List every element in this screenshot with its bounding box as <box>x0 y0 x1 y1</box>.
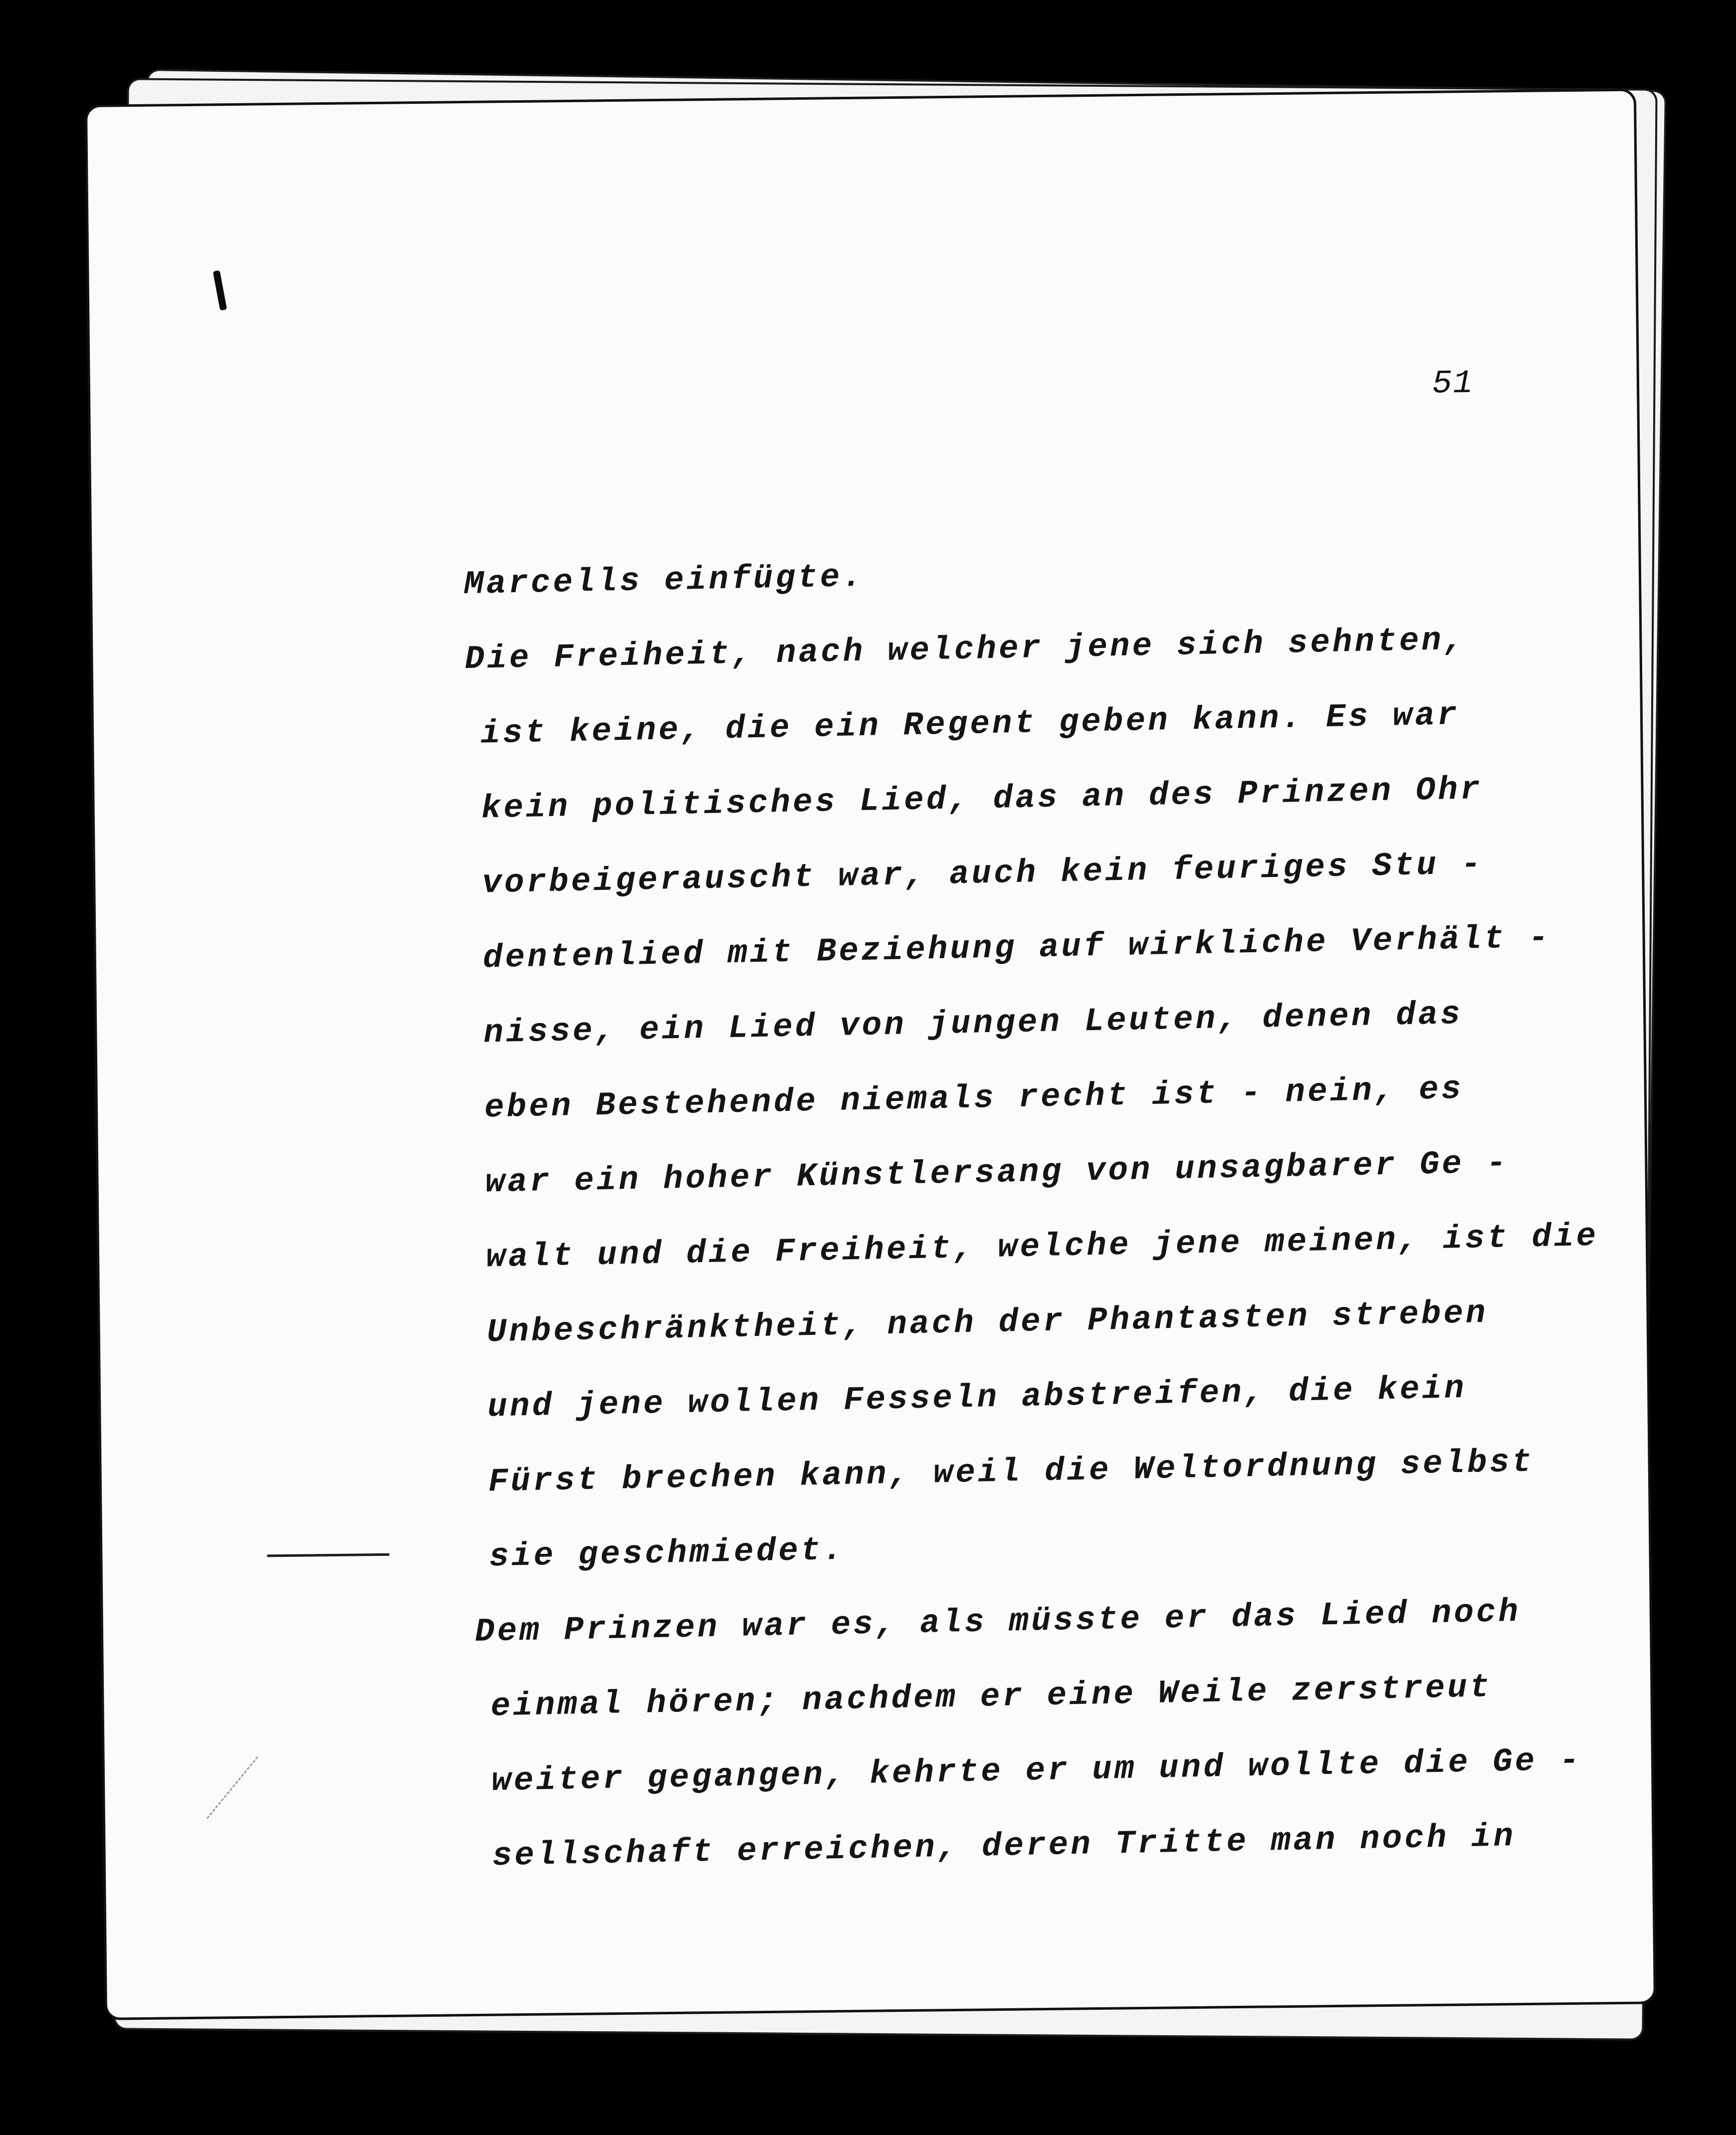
text-line: war ein hoher Künstlersang von unsagbarer Ge - <box>484 1144 1509 1202</box>
margin-stroke <box>213 270 227 311</box>
text-line: kein politisches Lied, das an des Prinzen Ohr <box>481 771 1483 828</box>
text-line: Fürst brechen kann, weil die Weltordnung selbst <box>488 1443 1534 1501</box>
typewritten-page <box>87 91 1654 2018</box>
text-line: Dem Prinzen war es, als müsste er das Lied noch <box>474 1593 1521 1651</box>
text-line: Unbeschränktheit, nach der Phantasten streben <box>486 1294 1489 1351</box>
text-line: dentenlied mit Beziehung auf wirkliche Verhält - <box>482 919 1551 977</box>
text-line: sellschaft erreichen, deren Tritte man noch in <box>492 1818 1517 1875</box>
text-line: ist keine, die ein Regent geben kann. Es war <box>480 696 1460 753</box>
text-line: Marcells einfügte. <box>463 558 865 604</box>
text-line: vorbeigerauscht war, auch kein feuriges Stu - <box>481 846 1484 902</box>
text-line: einmal hören; nachdem er eine Weile zerstreut <box>490 1668 1493 1725</box>
sheet-stack <box>87 87 1674 2033</box>
page-number: 51 <box>1432 364 1474 403</box>
body-text <box>463 535 1665 1894</box>
text-line: sie geschmiedet. <box>488 1531 846 1576</box>
margin-tick-mark <box>267 1553 389 1557</box>
text-line: Die Freiheit, nach welcher jene sich sehnten, <box>464 621 1467 678</box>
text-line: und jene wollen Fesseln abstreifen, die kein <box>487 1369 1467 1426</box>
text-line: walt und die Freiheit, welche jene meinen, ist die <box>485 1217 1599 1277</box>
pencil-mark <box>207 1756 305 1857</box>
text-line: nisse, ein Lied von jungen Leuten, denen das <box>483 995 1463 1052</box>
text-line: eben Bestehende niemals recht ist - nein, es <box>484 1070 1464 1127</box>
text-line: weiter gegangen, kehrte er um und wollte die Ge - <box>491 1741 1582 1800</box>
